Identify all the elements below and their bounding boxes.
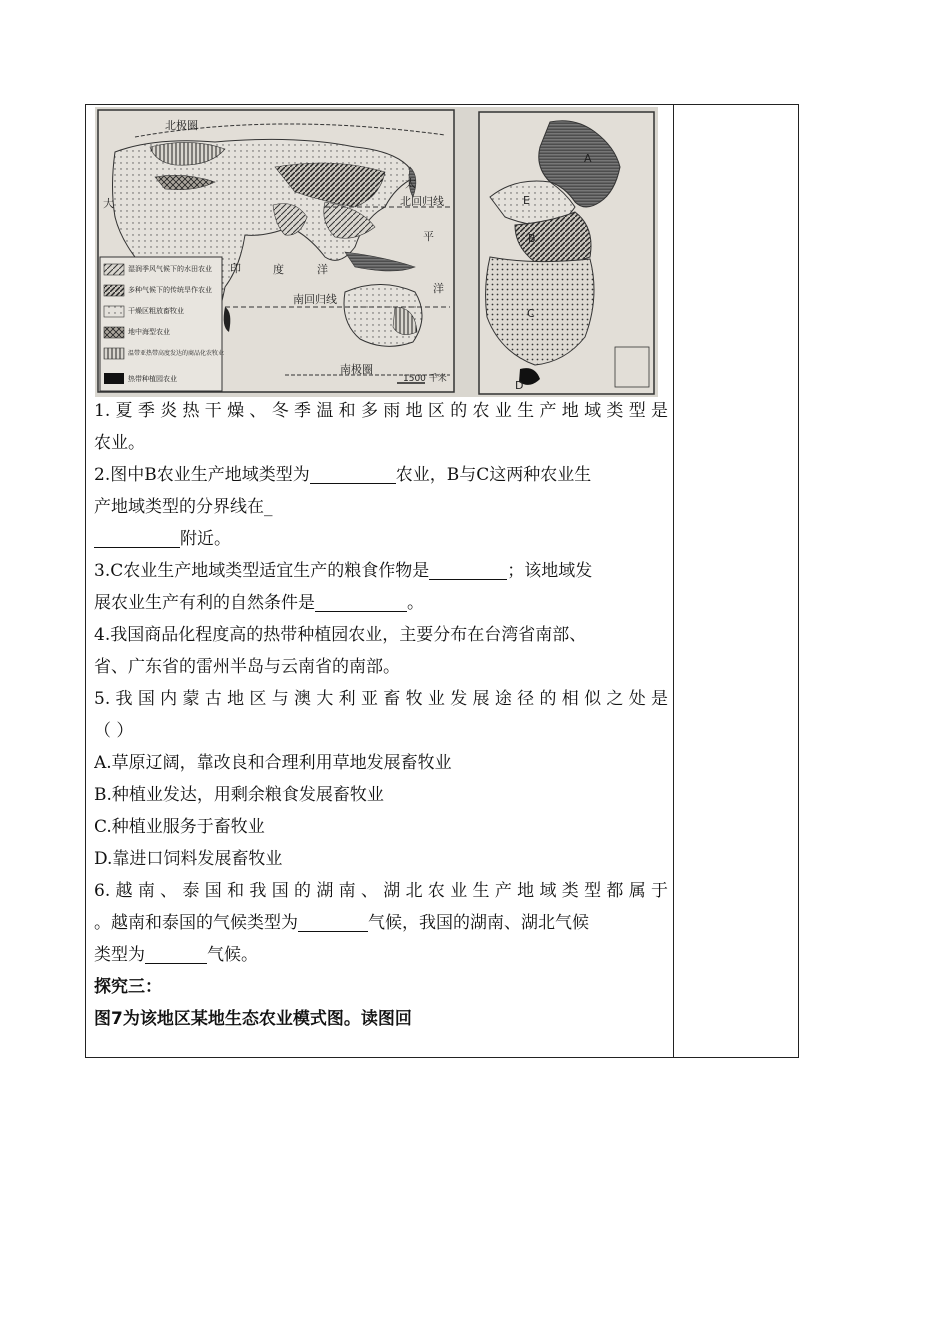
q3-blank-2[interactable] [315,591,407,612]
legend-item-1: 湿润季风气候下的水田农业 [128,265,212,273]
label-region-b: B [528,232,536,245]
q4-line1: 4.我国商品化程度高的热带种植园农业，主要分布在台湾省南部、 [94,625,587,645]
explore-line: 图7为该地区某地生态农业模式图。读图回 [94,1009,412,1029]
q6-text-b: 气候，我国的湖南、湖北气候 [368,913,589,933]
q5-option-d[interactable]: D.靠进口饲料发展畜牧业 [94,849,283,869]
q2-text-c: 附近。 [180,529,231,549]
agriculture-map-figure [95,107,658,397]
label-du: 度 [273,263,284,276]
q6-line1: 6.越南、泰国和我国的湖南、湖北农业生产地域类型都属于 [94,881,668,901]
q2-blank-1[interactable] [310,463,396,484]
q2-line1 [94,459,668,491]
q3-line2 [94,587,668,619]
q6-text-c: 类型为 [94,945,145,965]
label-region-e: E [523,194,530,207]
label-yang-indian: 洋 [317,263,328,276]
label-yin: 印 [230,262,241,275]
legend-item-6: 热带种植园农业 [128,375,177,383]
q3-text-c: 展农业生产有利的自然条件是 [94,593,315,613]
q5-option-a[interactable]: A.草原辽阔，靠改良和合理利用草地发展畜牧业 [94,753,452,773]
q6-blank-1[interactable] [298,911,368,932]
q2-text-a: 2.图中B农业生产地域类型为 [94,465,310,485]
legend-item-5: 温带亚热带高度发达的商品化农牧业 [128,350,225,357]
label-region-a: A [584,152,592,165]
q6-line2 [94,907,668,939]
label-yang-pacific: 洋 [433,282,444,295]
q1-line2: 农业。 [94,433,145,453]
q2-blank-2[interactable] [94,527,180,548]
q3-line1 [94,555,668,587]
q3-text-a: 3.C农业生产地域类型适宜生产的粮食作物是 [94,561,430,581]
q2-text-b: 农业，B与C这两种农业生 [395,465,592,485]
q3-text-d: 。 [407,593,424,613]
q3-blank-1[interactable] [429,559,507,580]
label-scale: 1500 千米 [403,374,447,384]
label-antarctic-circle: 南极圈 [340,363,373,376]
label-tai: 太 [405,177,416,190]
legend-item-4: 地中海型农业 [128,328,170,336]
q6-blank-2[interactable] [145,943,207,964]
label-da: 大 [103,197,114,210]
question-text [94,395,668,1035]
q5-line1: 5.我国内蒙古地区与澳大利亚畜牧业发展途径的相似之处是 [94,689,668,709]
column-divider [673,104,674,1058]
map-legend [100,257,224,391]
label-region-d: D [515,379,524,392]
label-tropic-cancer: 北回归线 [400,195,444,208]
q1-line1: 1.夏季炎热干燥、冬季温和多雨地区的农业生产地域类型是 [94,401,668,421]
q6-text-a: 。越南和泰国的气候类型为 [94,913,298,933]
q5-line2: （ ） [94,721,134,741]
q5-option-c[interactable]: C.种植业服务于畜牧业 [94,817,265,837]
q6-line3 [94,939,668,971]
q4-line2: 省、广东省的雷州半岛与云南省的南部。 [94,657,400,677]
q2-line3 [94,523,668,555]
q2-line2: 产地域类型的分界线在_ [94,497,273,517]
agriculture-map-svg [95,107,658,397]
label-arctic-circle: 北极圈 [165,119,198,132]
explore-title: 探究三： [94,977,162,997]
q6-text-d: 气候。 [207,945,258,965]
q5-option-b[interactable]: B.种植业发达，用剩余粮食发展畜牧业 [94,785,384,805]
q3-text-b: ；该地域发 [507,561,593,581]
legend-item-3: 干燥区粗放畜牧业 [128,307,184,315]
label-ping: 平 [423,230,434,243]
legend-item-2: 多种气候下的传统旱作农业 [128,286,212,294]
label-region-c: C [527,307,535,320]
label-tropic-capricorn: 南回归线 [293,293,337,306]
